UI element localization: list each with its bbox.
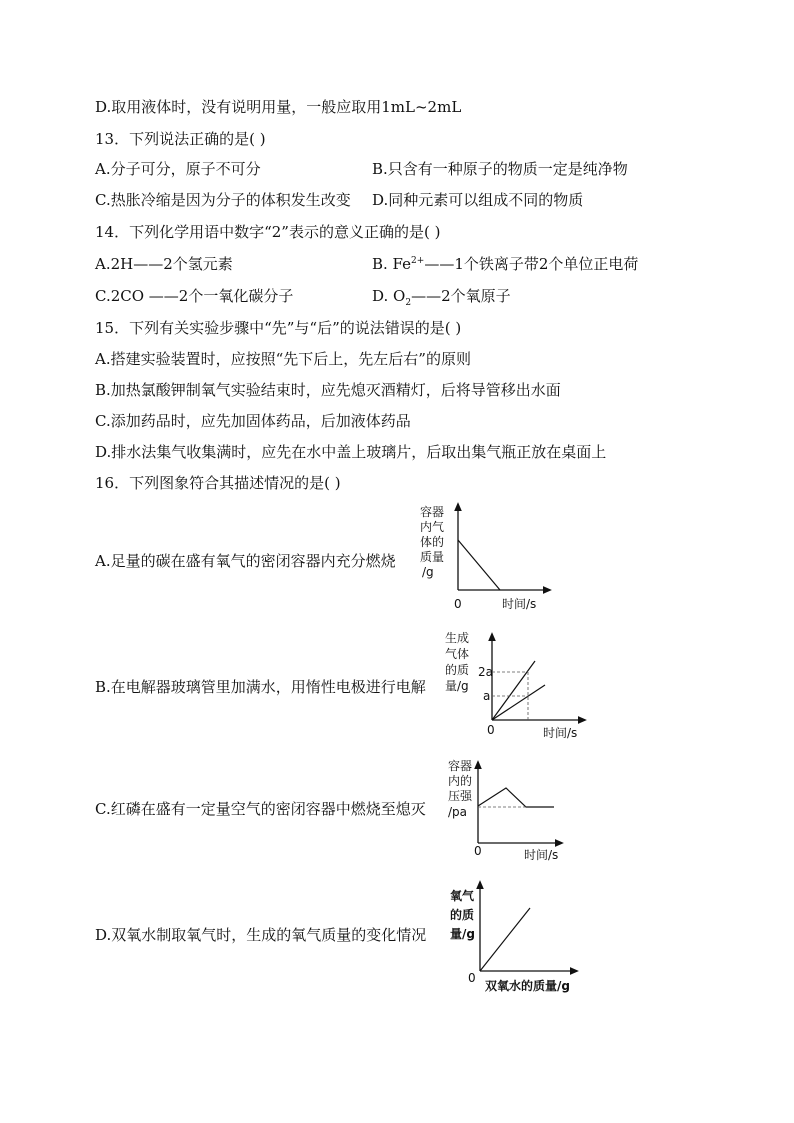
q13-option-c: C.热胀冷缩是因为分子的体积发生改变 xyxy=(95,191,351,209)
x-label: 时间/s xyxy=(543,726,578,740)
q15-option-c: C.添加药品时，应先加固体药品，后加液体药品 xyxy=(95,412,411,430)
q14d-subscript: 2 xyxy=(405,298,412,308)
origin-label: 0 xyxy=(474,844,482,858)
y-label: 内的 xyxy=(448,774,473,788)
q14b-formula: B. Fe xyxy=(372,255,412,273)
y-label: 量/g xyxy=(445,679,469,693)
graph-a xyxy=(420,500,560,620)
x-label: 时间/s xyxy=(524,848,559,862)
question-15: 15．下列有关实验步骤中“先”与“后”的说法错误的是( ) xyxy=(95,319,462,337)
q14-option-c: C.2CO ——2个一氧化碳分子 xyxy=(95,287,294,305)
q13-option-a: A.分子可分，原子不可分 xyxy=(95,160,261,178)
y-label: 气体 xyxy=(445,647,470,661)
q16-option-c: C.红磷在盛有一定量空气的密闭容器中燃烧至熄灭 xyxy=(95,800,426,818)
origin-label: 0 xyxy=(487,723,495,737)
series-line xyxy=(492,685,545,720)
question-13: 13．下列说法正确的是( ) xyxy=(95,130,266,148)
q14-option-b xyxy=(372,254,638,274)
graph-c xyxy=(448,756,568,866)
q14d-formula: D. O xyxy=(372,287,406,305)
question-16: 16．下列图象符合其描述情况的是( ) xyxy=(95,474,341,492)
origin-label: 0 xyxy=(468,971,476,985)
y-label: 容器 xyxy=(420,505,445,519)
y-label: 氧气 xyxy=(450,889,475,903)
q16-option-b: B.在电解器玻璃管里加满水，用惰性电极进行电解 xyxy=(95,678,426,696)
y-label: /g xyxy=(422,565,434,579)
data-line xyxy=(458,540,500,590)
y-label: 内气 xyxy=(420,520,445,534)
y-label: 的质 xyxy=(450,908,475,922)
graph-b-svg xyxy=(445,628,590,743)
q14d-meaning: ——2个氧原子 xyxy=(411,287,511,305)
q15-option-b: B.加热氯酸钾制氧气实验结束时，应先熄灭酒精灯，后将导管移出水面 xyxy=(95,381,561,399)
graph-c-svg xyxy=(448,756,568,866)
y-label: /pa xyxy=(448,805,468,819)
q13-option-d: D.同种元素可以组成不同的物质 xyxy=(372,191,584,209)
option-d-prev: D.取用液体时，没有说明用量，一般应取用1mL~2mL xyxy=(95,98,462,116)
tick-label: a xyxy=(483,689,491,703)
y-label: 体的 xyxy=(420,535,445,549)
question-14: 14．下列化学用语中数字“2”表示的意义正确的是( ) xyxy=(95,223,441,241)
data-line xyxy=(478,788,554,807)
graph-d-svg xyxy=(450,878,590,996)
graph-b xyxy=(445,628,590,743)
y-label: 压强 xyxy=(448,789,473,803)
q14b-meaning: ——1个铁离子带2个单位正电荷 xyxy=(424,255,639,273)
graph-a-svg xyxy=(420,500,560,620)
q15-option-a: A.搭建实验装置时，应按照“先下后上，先左后右”的原则 xyxy=(95,350,471,368)
q14-option-d xyxy=(372,286,511,306)
q16-option-d: D.双氧水制取氧气时，生成的氧气质量的变化情况 xyxy=(95,926,427,944)
q16-option-a: A.足量的碳在盛有氧气的密闭容器内充分燃烧 xyxy=(95,552,396,570)
q13-option-b: B.只含有一种原子的物质一定是纯净物 xyxy=(372,160,628,178)
graph-d xyxy=(450,878,590,996)
y-label: 质量 xyxy=(420,550,445,564)
data-line xyxy=(480,908,530,971)
tick-label: 2a xyxy=(478,665,493,679)
q15-option-d: D.排水法集气收集满时，应先在水中盖上玻璃片，后取出集气瓶正放在桌面上 xyxy=(95,443,607,461)
y-label: 容器 xyxy=(448,759,473,773)
series-line xyxy=(492,661,535,720)
y-label: 生成 xyxy=(445,631,470,645)
y-label: 量/g xyxy=(450,927,475,941)
origin-label: 0 xyxy=(454,597,462,611)
x-label: 时间/s xyxy=(502,597,537,611)
q14-option-a: A.2H——2个氢元素 xyxy=(95,255,233,273)
x-label: 双氧水的质量/g xyxy=(485,979,570,993)
y-label: 的质 xyxy=(445,663,470,677)
q14b-charge: 2+ xyxy=(411,256,425,266)
